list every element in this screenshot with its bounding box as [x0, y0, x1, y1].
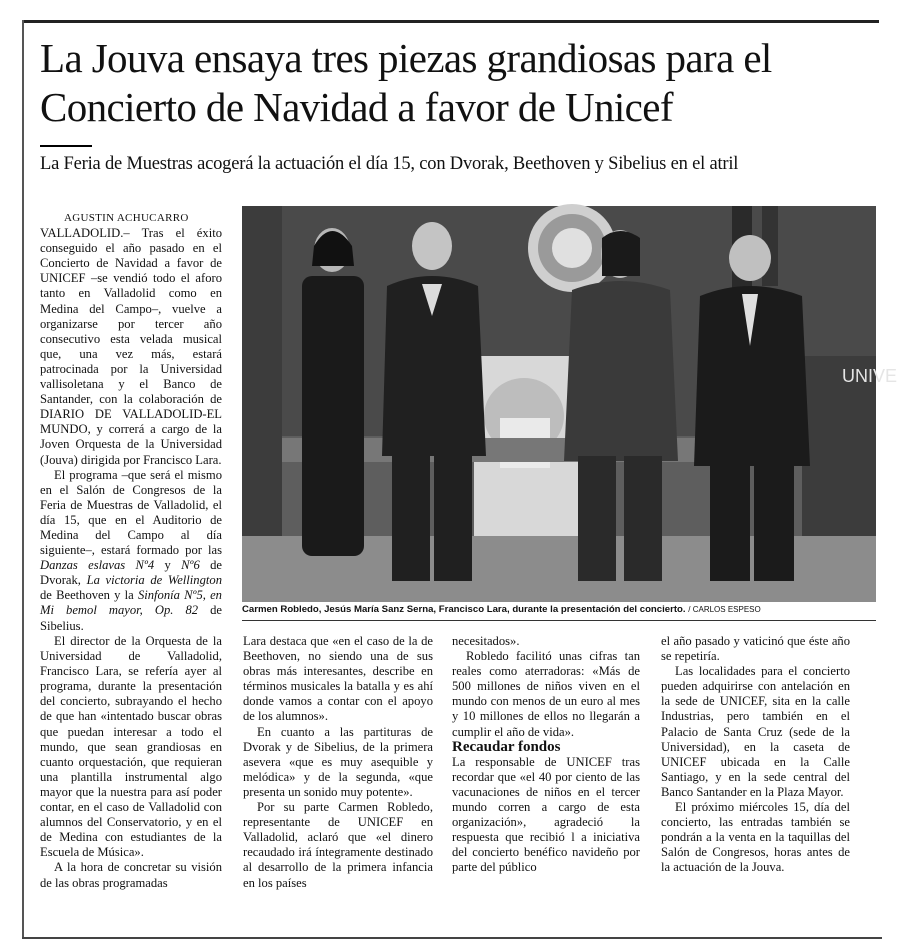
paragraph: Las localidades para el concierto pueden adquirirse con antelación en la sede de UNICEF, sita en la calle Industrias, pero también en el Palacio de Santa Cruz (sede de la Universidad), en la caseta de UNICEF ubicada en la Calle Santiago, y en la sede central del Banco Santander en la Plaza Mayor.: [661, 664, 850, 799]
headline-rule: [40, 145, 92, 147]
bottom-rule: [22, 937, 882, 939]
article-column-4: [661, 634, 850, 876]
article-column-1: [40, 211, 222, 634]
paragraph: Lara destaca que «en el caso de la de Beethoven, no siendo una de sus obras más interesantes, describe en términos musicales la batalla y es ahí donde vamos a contar con el apoyo de los alumnos».: [243, 634, 433, 724]
subheadline: La Feria de Muestras acogerá la actuación el día 15, con Dvorak, Beethoven y Sibelius en el atril: [40, 154, 739, 174]
paragraph: La responsable de UNICEF tras recordar que «el 40 por ciento de las vacunaciones de niños en el tercer mundo corren a cargo de esta organización», agradeció la respuesta que recibió l a iniciativa del concierto benéfico navideño por parte del público: [452, 754, 640, 875]
article-column-2: [243, 634, 433, 891]
article-photo: [242, 206, 898, 602]
article-column-1b: [40, 634, 222, 891]
photo-caption: [242, 604, 882, 615]
paragraph: El próximo miércoles 15, día del concierto, las entradas también se pondrán a la venta en la taquillas del Salón de Congresos, horas antes de la actuación de la Jouva.: [661, 800, 850, 875]
person-woman: [302, 228, 364, 556]
wall-text: UNIVE: [842, 366, 898, 386]
paragraph: Robledo facilitó unas cifras tan reales como aterradoras: «Más de 500 millones de niños viven en el mundo con menos de un euro al mes y 10 millones de ellos no llegarán a cumplir el año de vida».: [452, 649, 640, 739]
paragraph: El programa –que será el mismo en el Salón de Congresos de la Feria de Muestras de Valladolid, el día 15, que en el Auditorio de Medina del Campo al día siguiente–, estará formado por las Danzas eslavas Nº4 y Nº6 de Dvorak, La victoria de Wellington de Beethoven y la Sinfonía Nº5, en Mi bemol mayor, Op. 82 de Sibelius.: [40, 467, 222, 633]
top-rule: [23, 20, 879, 23]
headline: La Jouva ensaya tres piezas grandiosas para el Concierto de Navidad a favor de Unicef: [40, 35, 772, 130]
paragraph: necesitados».: [452, 634, 520, 648]
caption-text: Carmen Robledo, Jesús María Sanz Serna, Francisco Lara, durante la presentación del concierto.: [242, 604, 686, 615]
paragraph: [40, 226, 222, 468]
paragraph: el año pasado y vaticinó que éste año se repetiría.: [661, 634, 850, 664]
paragraph: El director de la Orquesta de la Universidad de Valladolid, Francisco Lara, se refería ayer al programa, durante la presentación del concierto, subrayando el hecho de que han «intentado buscar obras que puedan interesar a todo el mundo, que sean grandiosas en cuanto orquestación, que requieran una plantilla instrumental algo mayor que la nuestra para así poder contar, en el caso de Valladolid con alumnos del Conservatorio, y en el de Medina con estudiantes de la Escuela de Música».: [40, 634, 222, 860]
section-subhead: Recaudar fondos: [452, 738, 561, 755]
dateline: VALLADOLID.–: [40, 226, 130, 241]
photo-credit: / CARLOS ESPESO: [688, 605, 761, 614]
paragraph-text: Tras el éxito conseguido el año pasado en el Concierto de Navidad a favor de UNICEF –se vendió todo el aforo tanto en Valladolid como en Medina del Campo–, vuelve a organizarse por tercer año consecutivo esta velada musical que, una vez más, estará patrocinada por la Universidad vallisoletana y el Banco de Santander, con la colaboración de DIARIO DE VALLADOLID-EL MUNDO, y correrá a cargo de la Joven Orquesta de la Universidad (Jouva) dirigida por Francisco Lara.: [40, 226, 222, 467]
paragraph: Por su parte Carmen Robledo, representante de UNICEF en Valladolid, aclaró que «el dinero recaudado irá íntegramente destinado al desarrollo de la primera infancia en los países: [243, 800, 433, 890]
paragraph: A la hora de concretar su visión de las obras programadas: [40, 860, 222, 890]
left-rule: [22, 20, 24, 938]
byline: AGUSTIN ACHUCARRO: [64, 212, 189, 224]
paragraph: En cuanto a las partituras de Dvorak y de Sibelius, de la primera asevera «que es muy asequible y melódica» y de la segunda, «que presenta un sonido muy potente».: [243, 724, 433, 799]
caption-rule: [242, 620, 876, 621]
article-column-3: [452, 634, 640, 876]
